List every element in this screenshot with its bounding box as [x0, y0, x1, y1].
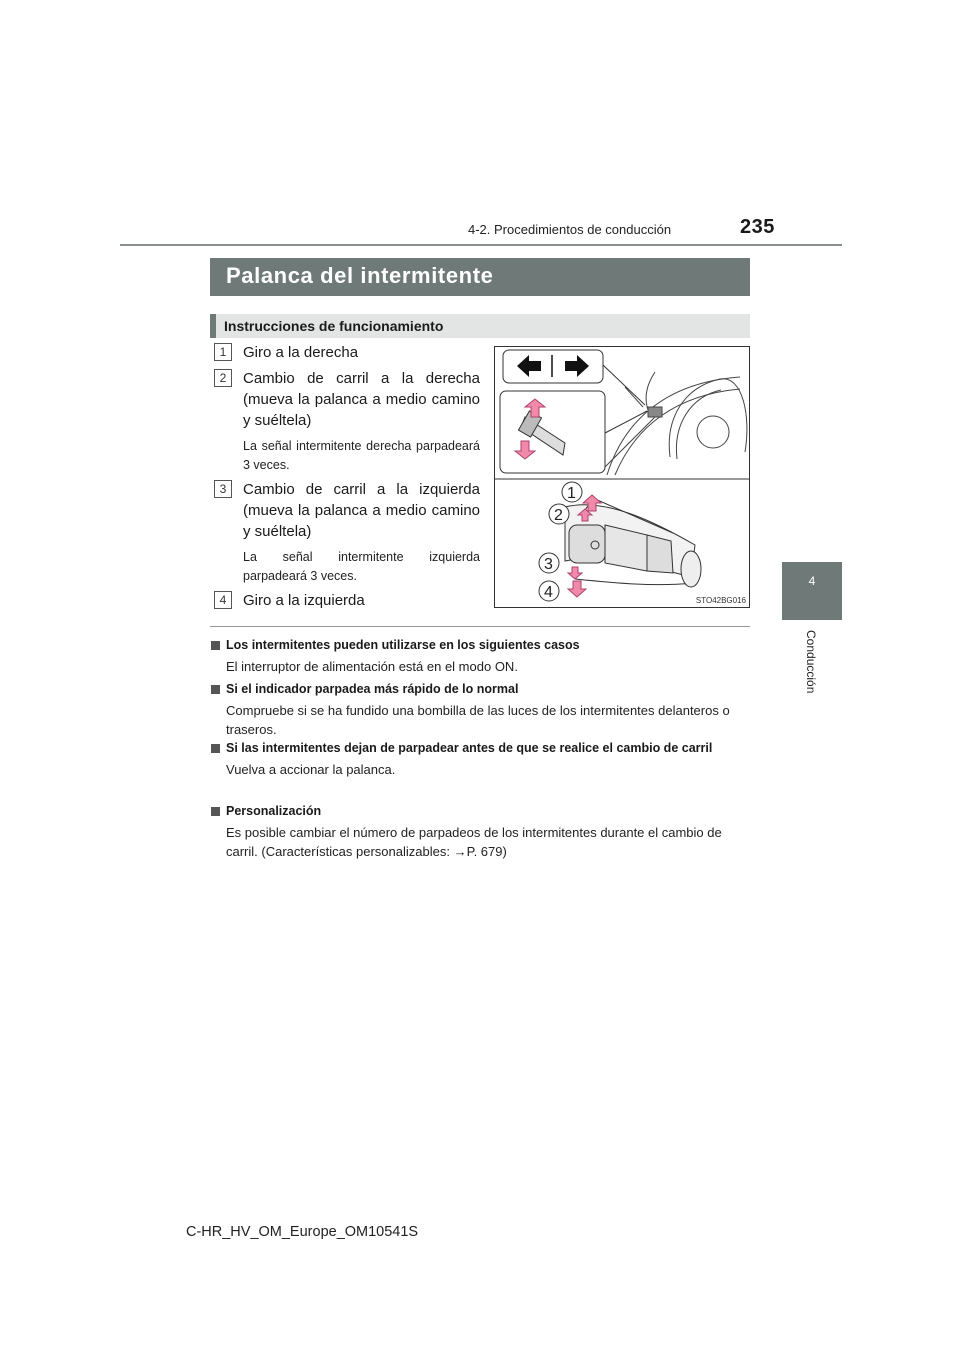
item-text-2: Cambio de carril a la derecha (mueva la palanca a medio camino y suéltela): [243, 370, 480, 429]
section-title: 4-2. Procedimientos de conducción: [468, 222, 672, 237]
callout-2-label: 2: [554, 507, 563, 524]
callout-4-label: 4: [544, 584, 553, 601]
note-body-4: Es posible cambiar el número de parpadeos de los intermitentes durante el cambio de carril. (Características personalizables: →P. 679): [226, 825, 722, 859]
list-item-3: [214, 479, 480, 542]
callout-3-label: 3: [544, 556, 553, 573]
item-text-3: Cambio de carril a la izquierda (mueva la palanca a medio camino y suéltela): [243, 481, 480, 540]
item-number-1: 1: [214, 343, 232, 361]
turn-left-arrow-icon: [568, 581, 586, 597]
subsection-accent: [210, 314, 216, 338]
list-item-2: [214, 368, 480, 431]
note-block-4: [210, 802, 750, 861]
section-separator: [210, 626, 750, 627]
lever-drawing: [495, 347, 749, 607]
item-number-4: 4: [214, 591, 232, 609]
page-title: Palanca del intermitente: [226, 263, 494, 288]
note-heading-4: Personalización: [210, 802, 750, 821]
item-note-2: La señal intermitente derecha parpadeará 3 veces.: [243, 439, 480, 472]
leader-line-2: [605, 411, 647, 433]
note-body-3: Vuelva a accionar la palanca.: [226, 762, 396, 777]
item-number-2: 2: [214, 369, 232, 387]
document-code: C-HR_HV_OM_Europe_OM10541S: [186, 1224, 419, 1240]
note-heading-1: Los intermitentes pueden utilizarse en los siguientes casos: [210, 636, 750, 655]
page-title-bar: [210, 258, 750, 296]
square-bullet-icon: [211, 744, 220, 753]
chapter-tab[interactable]: [782, 562, 842, 620]
item-text-1: Giro a la derecha: [243, 344, 359, 361]
square-bullet-icon: [211, 685, 220, 694]
list-item-4: [214, 590, 480, 611]
subsection-bar: [210, 314, 750, 338]
callout-1-label: 1: [567, 485, 576, 502]
leader-line: [603, 365, 645, 405]
item-number-3: 3: [214, 480, 232, 498]
header-divider: [120, 244, 842, 246]
note-block-2: [210, 680, 750, 739]
lane-left-arrow-icon: [568, 567, 582, 579]
note-block-3: [210, 739, 750, 779]
note-heading-3: Si las intermitentes dejan de parpadear antes de que se realice el cambio de carril: [210, 739, 750, 758]
lever-inset-box: [500, 391, 605, 473]
list-item-1: [214, 342, 480, 363]
square-bullet-icon: [211, 807, 220, 816]
subsection-title: Instrucciones de funcionamiento: [224, 318, 444, 334]
page-number: 235: [740, 216, 775, 238]
item-text-4: Giro a la izquierda: [243, 592, 365, 609]
item-note-3: La señal intermitente izquierda parpadeará 3 veces.: [243, 550, 480, 583]
chapter-label: Conducción: [804, 630, 818, 694]
square-bullet-icon: [211, 641, 220, 650]
note-body-1: El interruptor de alimentación está en el modo ON.: [226, 659, 518, 674]
chapter-number: 4: [808, 574, 816, 588]
turn-signal-lever-illustration: [494, 346, 750, 608]
note-heading-2: Si el indicador parpadea más rápido de lo normal: [210, 680, 750, 699]
note-block-1: [210, 636, 750, 676]
figure-code: STO42BG016: [695, 596, 746, 605]
note-body-2: Compruebe si se ha fundido una bombilla de las luces de los intermitentes delanteros o traseros.: [226, 703, 730, 737]
